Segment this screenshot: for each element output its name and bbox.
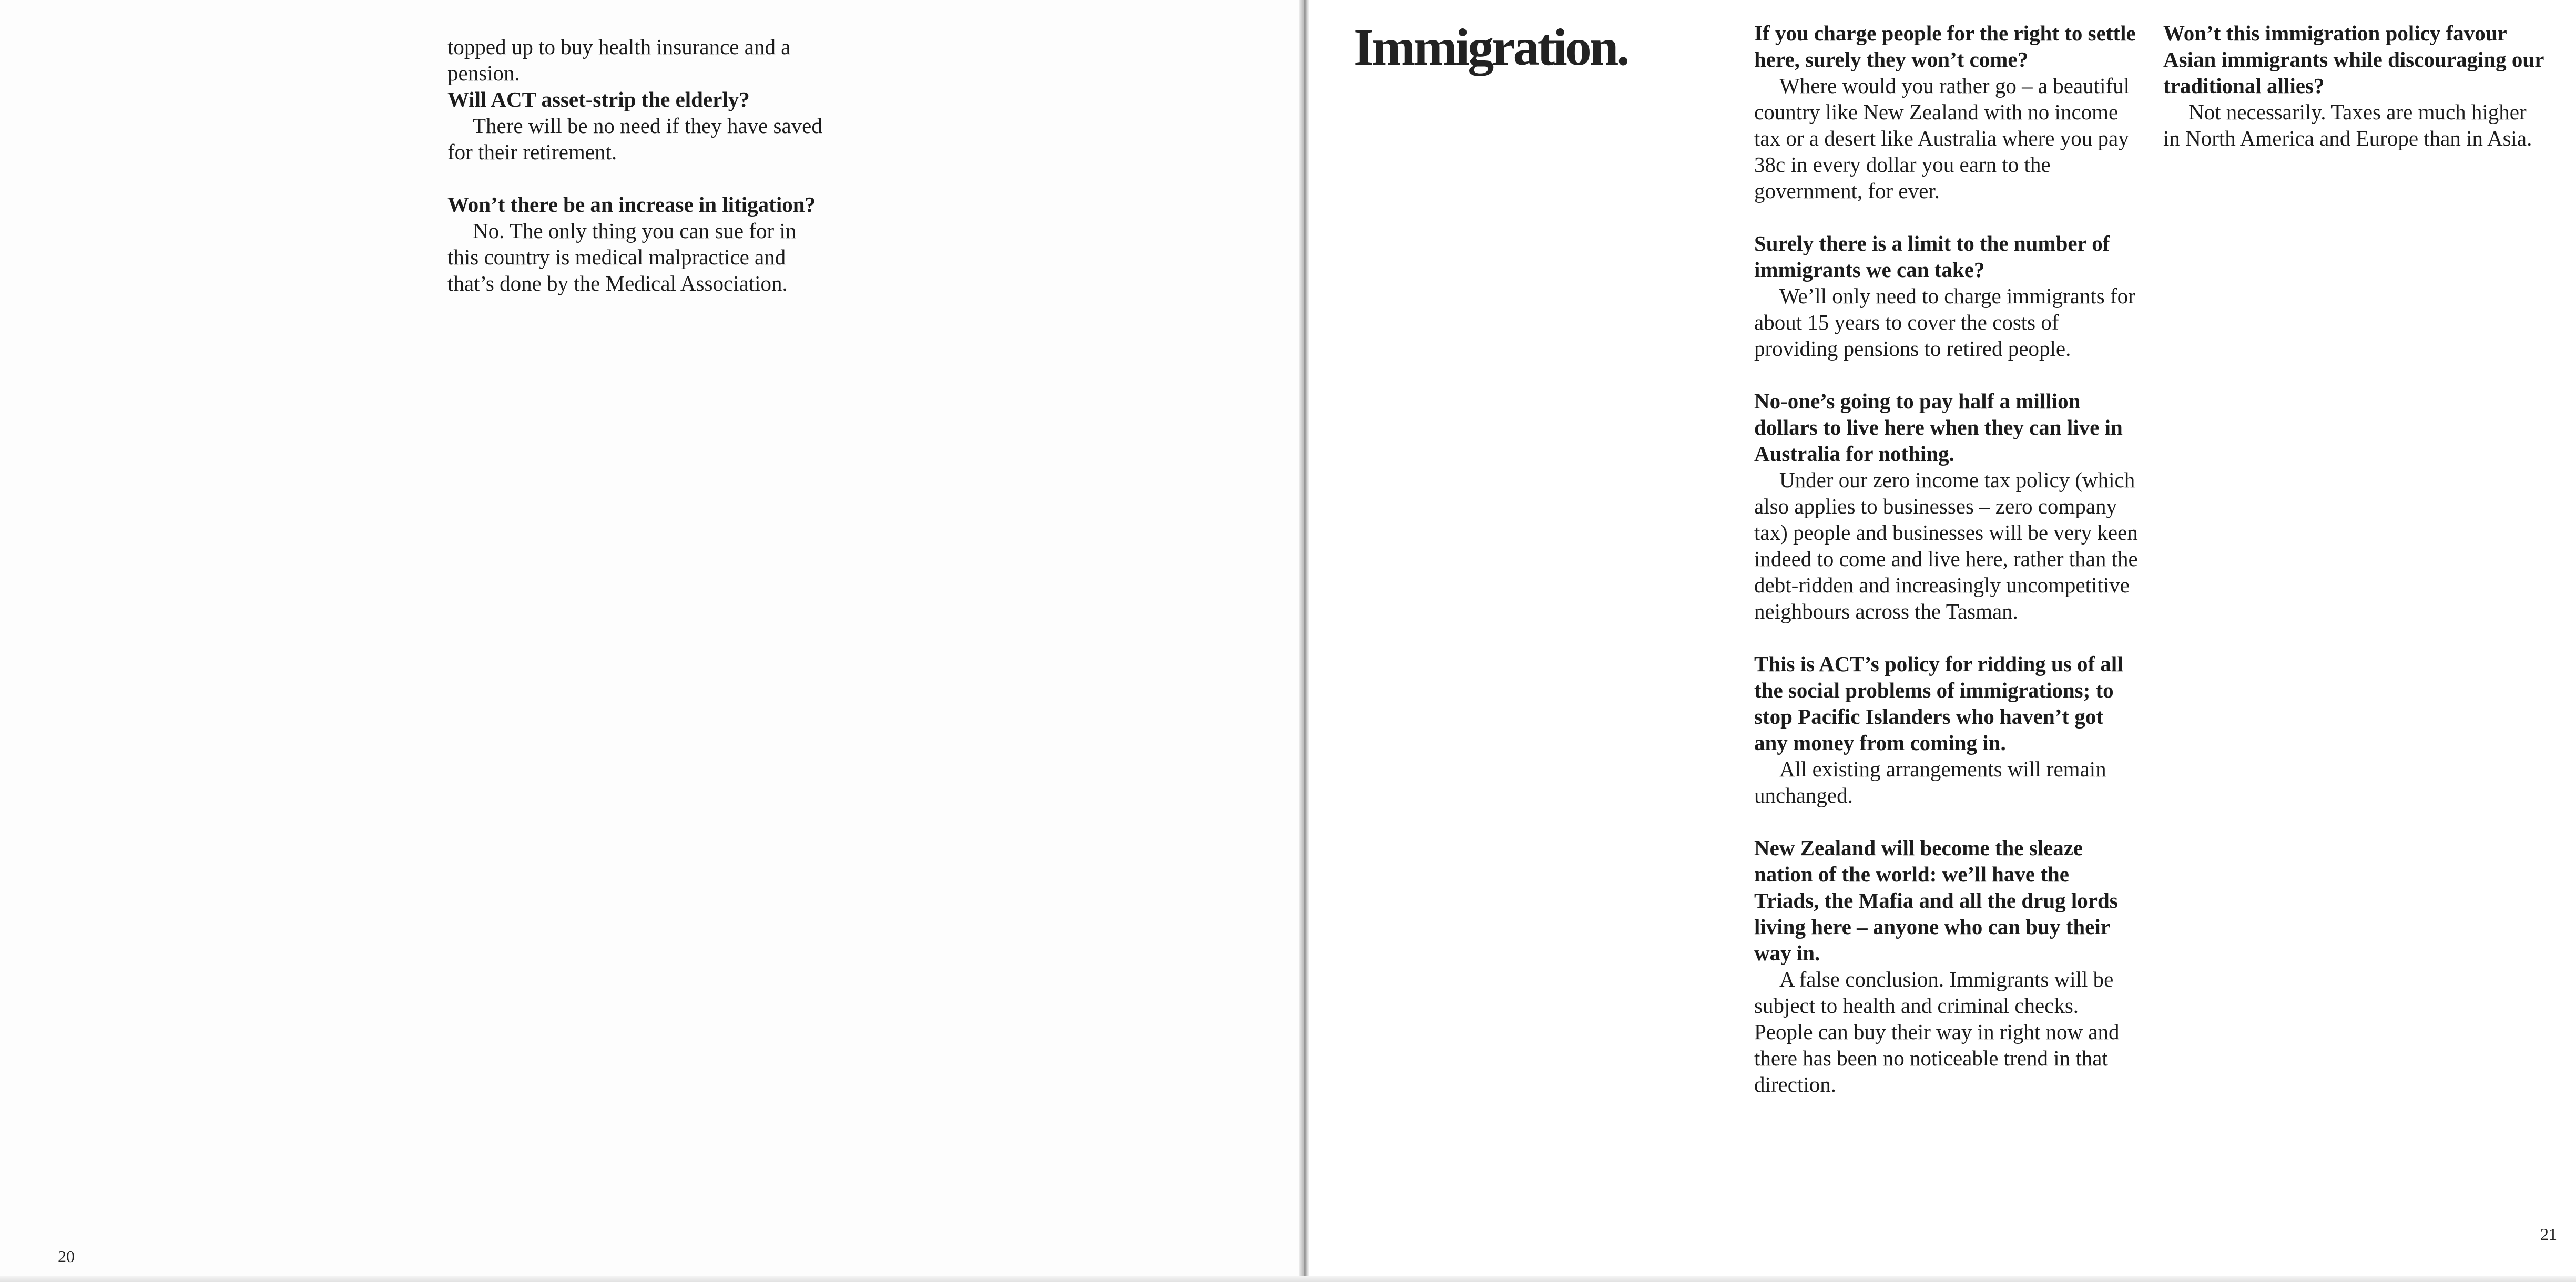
question: Surely there is a limit to the number of immigrants we can take? xyxy=(1754,231,2110,282)
qa-item xyxy=(2163,20,2547,151)
answer: Under our zero income tax policy (which also applies to businesses – zero company tax) people and businesses will be very keen indeed to come and live here, rather than the debt-ridden and increasingly uncompetitive neighbours across the Tasman. xyxy=(1754,468,2138,623)
question: Won’t there be an increase in litigation? xyxy=(447,192,816,217)
right-text-column-2 xyxy=(2163,20,2547,178)
section-heading: Immigration. xyxy=(1353,18,1628,76)
left-text-column xyxy=(447,34,831,323)
question: This is ACT’s policy for ridding us of all the social problems of immigrations; to stop Pacific Islanders who haven’t got any money from coming in. xyxy=(1754,652,2123,755)
answer: There will be no need if they have saved for their retirement. xyxy=(447,114,822,164)
answer: We’ll only need to charge immigrants for about 15 years to cover the costs of providing pensions to retired people. xyxy=(1754,284,2135,361)
answer: Not necessarily. Taxes are much higher in North America and Europe than in Asia. xyxy=(2163,100,2532,150)
question: New Zealand will become the sleaze nation of the world: we’ll have the Triads, the Mafia and all the drug lords living here – anyone who can buy their way in. xyxy=(1754,836,2118,965)
qa-item xyxy=(447,191,831,296)
qa-item xyxy=(1754,20,2138,204)
question: If you charge people for the right to settle here, surely they won’t come? xyxy=(1754,21,2136,71)
qa-item xyxy=(1754,388,2138,624)
answer: Where would you rather go – a beautiful country like New Zealand with no income tax or a desert like Australia where you pay 38c in every dollar you earn to the government, for ever. xyxy=(1754,74,2130,203)
qa-item xyxy=(1754,230,2138,362)
right-text-column-1 xyxy=(1754,20,2138,1124)
page-number-left: 20 xyxy=(58,1247,75,1266)
page-number-right: 21 xyxy=(2540,1225,2557,1244)
continuation-paragraph: topped up to buy health insurance and a pension. xyxy=(447,35,791,85)
question: No-one’s going to pay half a million dollars to live here when they can live in Australia for nothing. xyxy=(1754,389,2123,466)
question: Won’t this immigration policy favour Asian immigrants while discouraging our traditional allies? xyxy=(2163,21,2544,98)
book-gutter xyxy=(1299,0,1309,1282)
answer: No. The only thing you can sue for in this country is medical malpractice and that’s done by the Medical Association. xyxy=(447,219,797,295)
question: Will ACT asset-strip the elderly? xyxy=(447,87,750,111)
qa-item xyxy=(1754,651,2138,808)
qa-item xyxy=(447,86,831,165)
answer: A false conclusion. Immigrants will be subject to health and criminal checks. People can buy their way in right now and there has been no noticeable trend in that direction. xyxy=(1754,967,2120,1096)
qa-item xyxy=(1754,835,2138,1098)
answer: All existing arrangements will remain unchanged. xyxy=(1754,757,2106,807)
page-bottom-edge xyxy=(0,1276,2576,1282)
